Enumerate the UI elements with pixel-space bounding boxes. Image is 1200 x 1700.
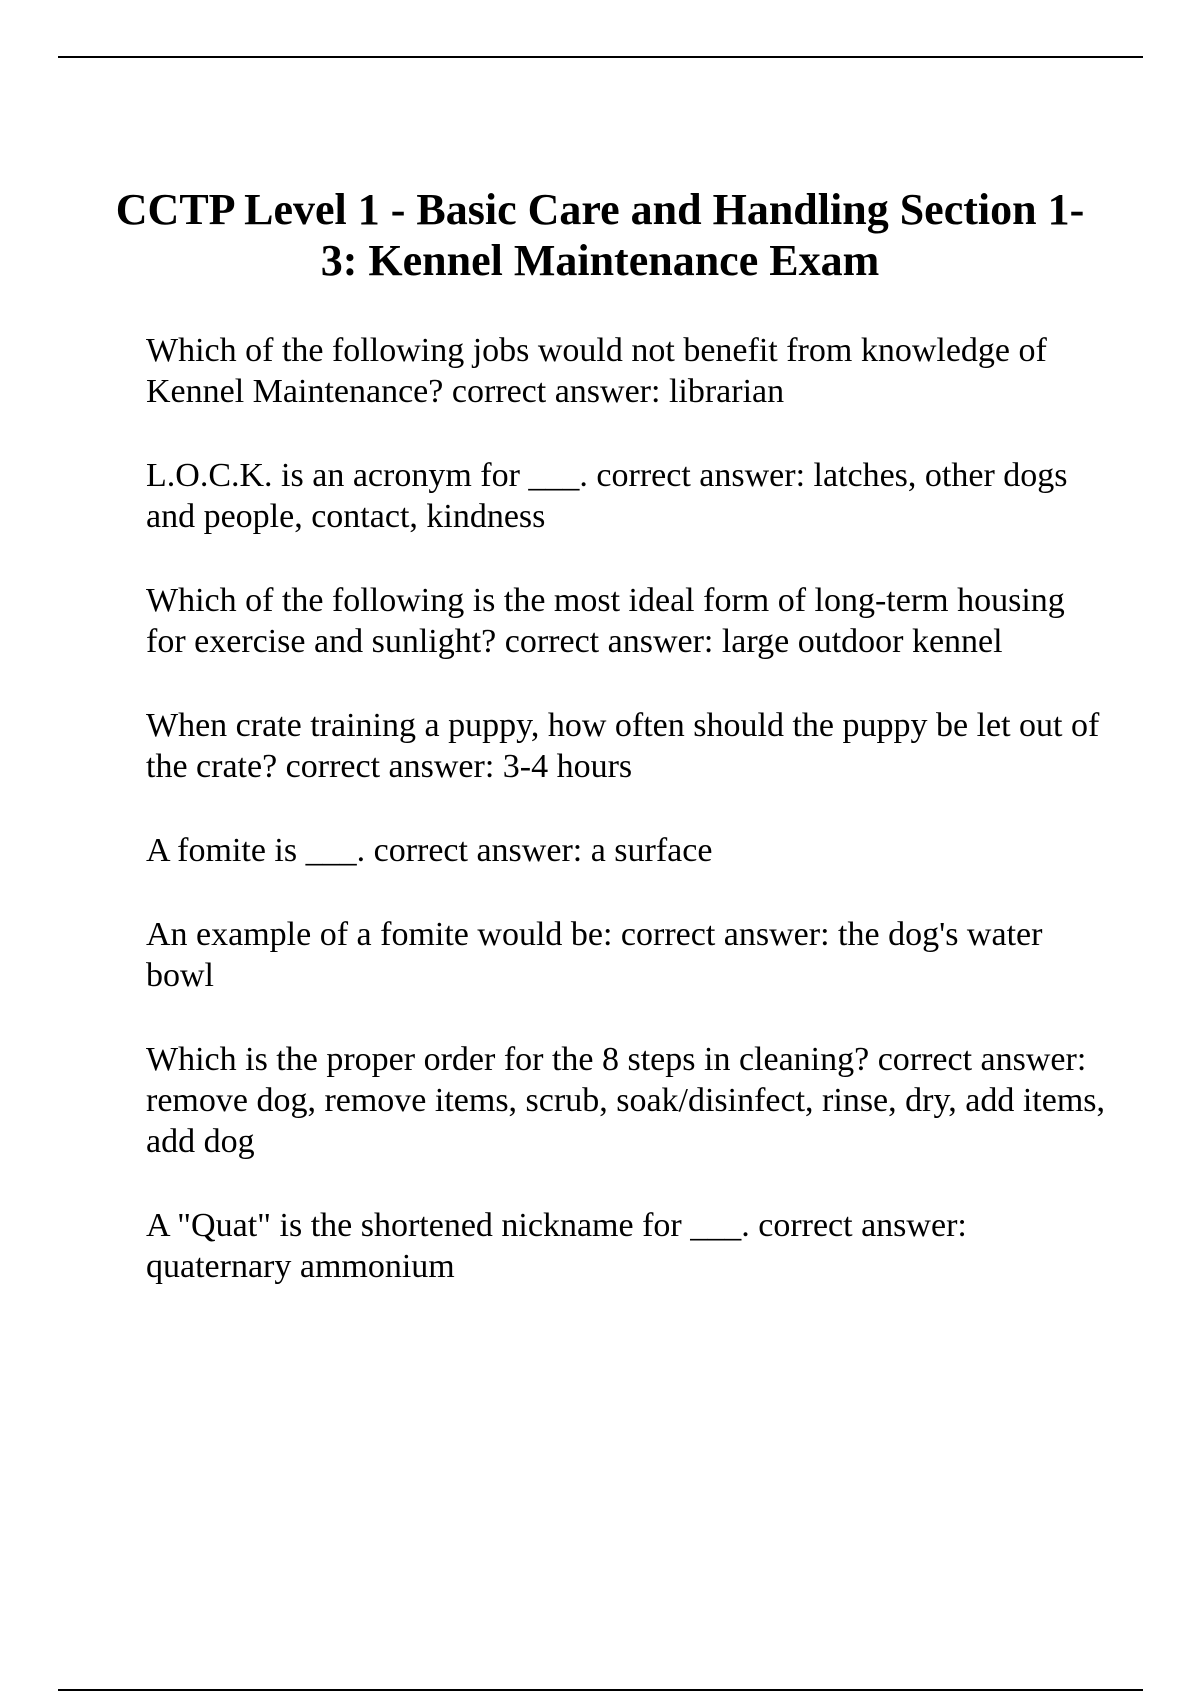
question-text: When crate training a puppy, how often should the puppy be let out of the crate? correct answer: [146,707,1100,785]
question-text: Which of the following is the most ideal form of long-term housing for exercise and sunlight? correct answer: [146,582,1065,660]
question-text: Which is the proper order for the 8 steps in cleaning? correct answer: [146,1041,1087,1078]
answer-text: remove dog, remove items, scrub, soak/disinfect, rinse, dry, add items, add dog [146,1082,1106,1160]
qa-item [146,705,1106,787]
qa-item [146,830,1106,871]
footer-divider [58,1689,1143,1691]
answer-text: latches, other dogs and people, contact, kindness [146,457,1068,535]
question-text: An example of a fomite would be: correct answer: [146,916,830,953]
question-text: Which of the following jobs would not benefit from knowledge of Kennel Maintenance? correct answer: [146,332,1047,410]
qa-item [146,455,1106,537]
question-text: L.O.C.K. is an acronym for ___. correct answer: [146,457,806,494]
answer-text: 3-4 hours [502,748,633,785]
qa-item [146,1205,1106,1287]
answer-text: quaternary ammonium [146,1248,455,1285]
question-text: A fomite is ___. correct answer: [146,832,583,869]
qa-item [146,1039,1106,1162]
answer-text: librarian [668,373,785,410]
qa-item [146,914,1106,996]
qa-item [146,580,1106,662]
answer-text: large outdoor kennel [721,623,1003,660]
question-answer-list [146,330,1106,1330]
page-title: CCTP Level 1 - Basic Care and Handling Section 1-3: Kennel Maintenance Exam [115,185,1085,285]
qa-item [146,330,1106,412]
question-text: A "Quat" is the shortened nickname for ___. correct answer: [146,1207,967,1244]
header-divider [58,56,1143,58]
answer-text: the dog's water bowl [146,916,1043,994]
answer-text: a surface [590,832,713,869]
